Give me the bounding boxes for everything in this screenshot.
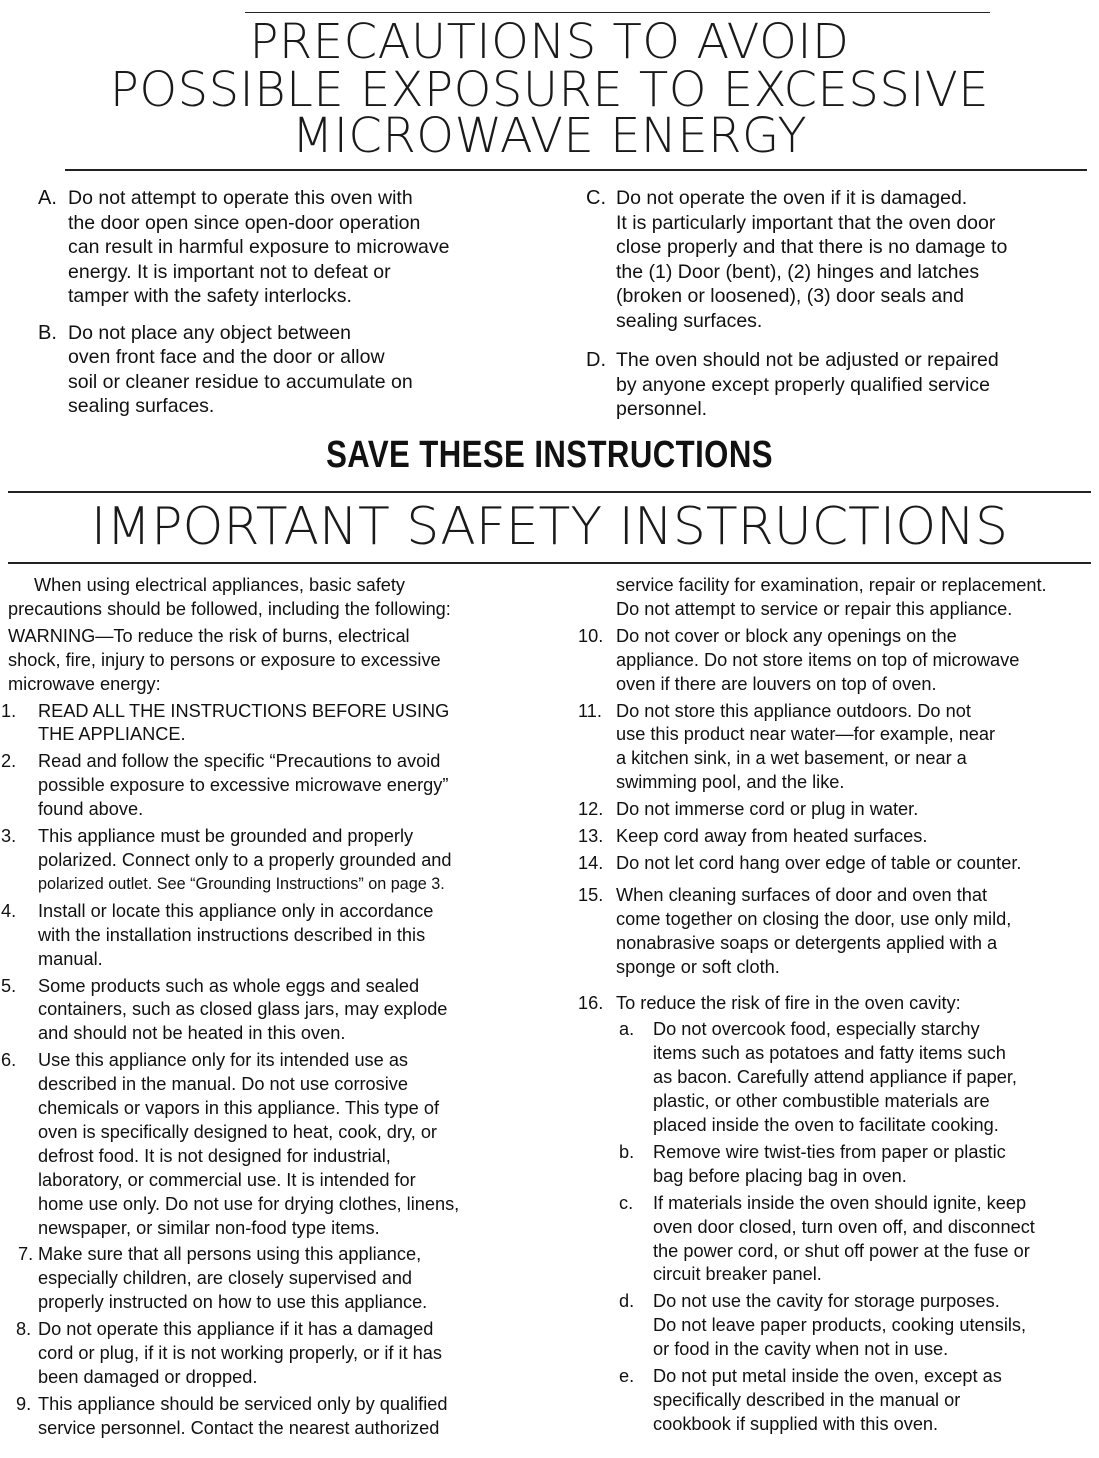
- sub-item-b: [616, 1141, 1096, 1189]
- text-line: WARNING—To reduce the risk of burns, electrical: [8, 625, 410, 646]
- text-line: Keep cord away from heated surfaces.: [616, 826, 928, 847]
- text-line: soil or cleaner residue to accumulate on: [68, 370, 413, 393]
- text-line: chemicals or vapors in this appliance. This type of: [38, 1098, 439, 1119]
- text-line: cord or plug, if it is not working properly, or if it has: [38, 1343, 442, 1364]
- text-line: properly instructed on how to use this appliance.: [38, 1292, 428, 1313]
- text-line: Do not attempt to service or repair this appliance.: [616, 598, 1013, 619]
- safety-item-12: [578, 798, 1096, 822]
- text-line: manual.: [38, 948, 103, 969]
- top-rule: [245, 12, 990, 13]
- text-line: The oven should not be adjusted or repaired: [616, 349, 999, 371]
- text-line: service personnel. Contact the nearest authorized: [38, 1417, 440, 1438]
- item-number: 10.: [578, 625, 604, 646]
- text-line: possible exposure to excessive microwave energy”: [38, 775, 449, 796]
- safety-item-13: [578, 825, 1096, 849]
- text-line: This appliance should be serviced only by qualified: [38, 1393, 448, 1414]
- text-line: Remove wire twist-ties from paper or plastic: [653, 1141, 1006, 1162]
- text-line: Do not attempt to operate this oven with: [68, 187, 413, 209]
- item-number: 12.: [578, 799, 604, 820]
- text-line: Do not cover or block any openings on the: [616, 625, 957, 646]
- item-letter: A.: [38, 187, 57, 209]
- safety-item-2: [1, 750, 568, 822]
- item-9-continuation: [616, 574, 1096, 622]
- text-line: with the installation instructions described in this: [38, 924, 426, 945]
- item-letter: D.: [586, 349, 606, 371]
- precaution-item-d: [586, 348, 1086, 422]
- safety-item-11: [578, 700, 1096, 796]
- precautions-title-rule: [65, 169, 1087, 171]
- text-line: Do not store this appliance outdoors. Do not: [616, 700, 971, 721]
- safety-item-10: [578, 625, 1096, 697]
- text-line: Make sure that all persons using this appliance,: [38, 1244, 422, 1265]
- item-number: 5.: [1, 975, 17, 996]
- precautions-title-line-1: PRECAUTIONS TO AVOID: [249, 14, 850, 70]
- text-line: Do not operate this appliance if it has a damaged: [38, 1319, 434, 1340]
- text-line: laboratory, or commercial use. It is intended for: [38, 1169, 416, 1190]
- safety-item-4: [1, 900, 568, 972]
- text-line: Do not use the cavity for storage purposes.: [653, 1291, 1000, 1312]
- item-number: 3.: [1, 826, 17, 847]
- item-number: 16.: [578, 992, 604, 1013]
- safety-item-16: [578, 992, 1096, 1016]
- safety-title-rule: [8, 562, 1091, 564]
- text-line: cookbook if supplied with this oven.: [653, 1413, 939, 1434]
- sub-item-letter: b.: [619, 1141, 635, 1162]
- safety-item-7: [8, 1243, 568, 1315]
- text-line: especially children, are closely supervised and: [38, 1268, 413, 1289]
- text-line: Do not overcook food, especially starchy: [653, 1019, 980, 1040]
- section-divider-rule: [8, 491, 1091, 493]
- text-line: oven front face and the door or allow: [68, 346, 385, 368]
- item-number: 14.: [578, 852, 604, 873]
- safety-item-3: [1, 825, 568, 897]
- text-line: plastic, or other combustible materials are: [653, 1091, 990, 1112]
- safety-item-15: [578, 884, 1096, 980]
- text-line: oven if there are louvers on top of oven.: [616, 673, 937, 694]
- item-number: 9.: [16, 1393, 32, 1414]
- precaution-item-b: [38, 321, 548, 419]
- text-line: swimming pool, and the like.: [616, 772, 845, 793]
- precautions-left-column: [38, 186, 548, 419]
- text-line: items such as potatoes and fatty items such: [653, 1043, 1006, 1064]
- item-number: 2.: [1, 751, 17, 772]
- text-line: the door open since open-door operation: [68, 211, 421, 234]
- save-instructions-label: SAVE THESE INSTRUCTIONS: [326, 434, 773, 476]
- text-line: found above.: [38, 799, 144, 820]
- sub-item-c: [616, 1192, 1096, 1288]
- text-line: precautions should be followed, including the following:: [8, 598, 451, 619]
- safety-item-8: [8, 1318, 568, 1390]
- text-line: service facility for examination, repair or replacement.: [616, 575, 1047, 595]
- text-line: Do not leave paper products, cooking utensils,: [653, 1315, 1027, 1336]
- text-line: the power cord, or shut off power at the fuse or: [653, 1240, 1030, 1261]
- text-line: Do not immerse cord or plug in water.: [616, 799, 919, 820]
- text-line: as bacon. Carefully attend appliance if paper,: [653, 1067, 1017, 1088]
- precautions-right-column: [586, 186, 1086, 422]
- text-line: bag before placing bag in oven.: [653, 1165, 907, 1186]
- text-line: To reduce the risk of fire in the oven cavity:: [616, 992, 961, 1013]
- text-line: Do not place any object between: [68, 321, 351, 344]
- item-number: 11.: [578, 700, 602, 721]
- item-number: 15.: [578, 884, 604, 905]
- precautions-title-line-2: POSSIBLE EXPOSURE TO EXCESSIVE: [109, 62, 990, 118]
- text-line: specifically described in the manual or: [653, 1390, 961, 1410]
- safety-item-14: [578, 852, 1096, 876]
- sub-item-letter: c.: [619, 1192, 634, 1213]
- item-letter: C.: [586, 187, 606, 209]
- text-line: placed inside the oven to facilitate cooking.: [653, 1115, 999, 1136]
- safety-item-5: [1, 975, 568, 1047]
- text-line: close properly and that there is no damage to: [616, 236, 1008, 258]
- text-line: sealing surfaces.: [68, 395, 215, 417]
- text-line: tamper with the safety interlocks.: [68, 285, 352, 307]
- text-line: and should not be heated in this oven.: [38, 1023, 346, 1044]
- text-line: microwave energy:: [8, 673, 161, 694]
- text-line: shock, fire, injury to persons or exposure to excessive: [8, 649, 441, 670]
- precautions-title-line-3: MICROWAVE ENERGY: [291, 108, 808, 164]
- text-line: Some products such as whole eggs and sealed: [38, 975, 420, 996]
- text-line: personnel.: [616, 398, 708, 420]
- text-line: home use only. Do not use for drying clothes, linens,: [38, 1193, 460, 1214]
- text-line: come together on closing the door, use only mild,: [616, 908, 1012, 929]
- text-line: If materials inside the oven should ignite, keep: [653, 1192, 1027, 1213]
- text-line: oven door closed, turn oven off, and disconnect: [653, 1216, 1035, 1237]
- item-number: 4.: [1, 900, 17, 921]
- text-line: polarized. Connect only to a properly grounded and: [38, 849, 452, 870]
- text-line: circuit breaker panel.: [653, 1264, 822, 1285]
- text-line: When using electrical appliances, basic safety: [34, 575, 406, 595]
- text-line: (broken or loosened), (3) door seals and: [616, 285, 964, 307]
- text-line: oven is specifically designed to heat, cook, dry, or: [38, 1121, 437, 1142]
- item-letter: B.: [38, 321, 57, 344]
- text-line: the (1) Door (bent), (2) hinges and latches: [616, 260, 980, 283]
- safety-right-column: [578, 574, 1096, 1437]
- text-line: Do not put metal inside the oven, except as: [653, 1366, 1002, 1387]
- intro-paragraph: [8, 574, 568, 622]
- text-line: THE APPLIANCE.: [38, 724, 186, 745]
- text-line: sealing surfaces.: [616, 309, 763, 332]
- text-line: READ ALL THE INSTRUCTIONS BEFORE USING: [38, 700, 450, 721]
- item-number: 8.: [16, 1319, 32, 1340]
- safety-left-column: [1, 574, 568, 1441]
- text-line: defrost food. It is not designed for industrial,: [38, 1145, 391, 1166]
- text-line: a kitchen sink, in a wet basement, or near a: [616, 748, 967, 769]
- text-line: Use this appliance only for its intended use as: [38, 1050, 409, 1071]
- text-line: newspaper, or similar non-food type items.: [38, 1217, 380, 1238]
- safety-item-9: [8, 1393, 568, 1441]
- text-line: appliance. Do not store items on top of microwave: [616, 649, 1020, 670]
- text-line: Install or locate this appliance only in accordance: [38, 900, 434, 921]
- sub-item-e: [616, 1365, 1096, 1437]
- sub-item-d: [616, 1290, 1096, 1362]
- text-line: by anyone except properly qualified service: [616, 373, 990, 396]
- text-line: use this product near water—for example, near: [616, 724, 996, 745]
- text-line: sponge or soft cloth.: [616, 956, 780, 977]
- sub-item-letter: a.: [619, 1019, 635, 1040]
- text-line: containers, such as closed glass jars, may explode: [38, 999, 448, 1020]
- text-line: Read and follow the specific “Precautions to avoid: [38, 751, 441, 772]
- text-line: nonabrasive soaps or detergents applied with a: [616, 932, 998, 953]
- text-line: can result in harmful exposure to microwave: [68, 236, 450, 258]
- sub-item-letter: d.: [619, 1291, 635, 1312]
- warning-paragraph: [8, 625, 568, 697]
- precaution-item-c: [586, 186, 1086, 333]
- text-line: When cleaning surfaces of door and oven that: [616, 884, 988, 905]
- item-number: 7.: [18, 1244, 34, 1265]
- text-line: been damaged or dropped.: [38, 1367, 258, 1387]
- safety-item-1: [1, 700, 568, 748]
- text-line: Do not operate the oven if it is damaged.: [616, 187, 968, 209]
- text-line: This appliance must be grounded and properly: [38, 826, 414, 847]
- sub-item-letter: e.: [619, 1366, 635, 1387]
- safety-item-6: [1, 1049, 568, 1240]
- sub-item-a: [616, 1018, 1096, 1138]
- item-number: 1.: [1, 700, 17, 721]
- text-line: or food in the cavity when not in use.: [653, 1339, 949, 1360]
- text-line: energy. It is important not to defeat or: [68, 260, 391, 283]
- item-number: 13.: [578, 826, 604, 847]
- text-line: described in the manual. Do not use corrosive: [38, 1074, 409, 1095]
- safety-title: IMPORTANT SAFETY INSTRUCTIONS: [90, 497, 1009, 557]
- text-line: polarized outlet. See “Grounding Instructions” on page 3.: [38, 874, 445, 893]
- text-line: It is particularly important that the oven door: [616, 211, 996, 234]
- text-line: Do not let cord hang over edge of table or counter.: [616, 852, 1022, 873]
- precaution-item-a: [38, 186, 548, 309]
- item-number: 6.: [1, 1050, 17, 1071]
